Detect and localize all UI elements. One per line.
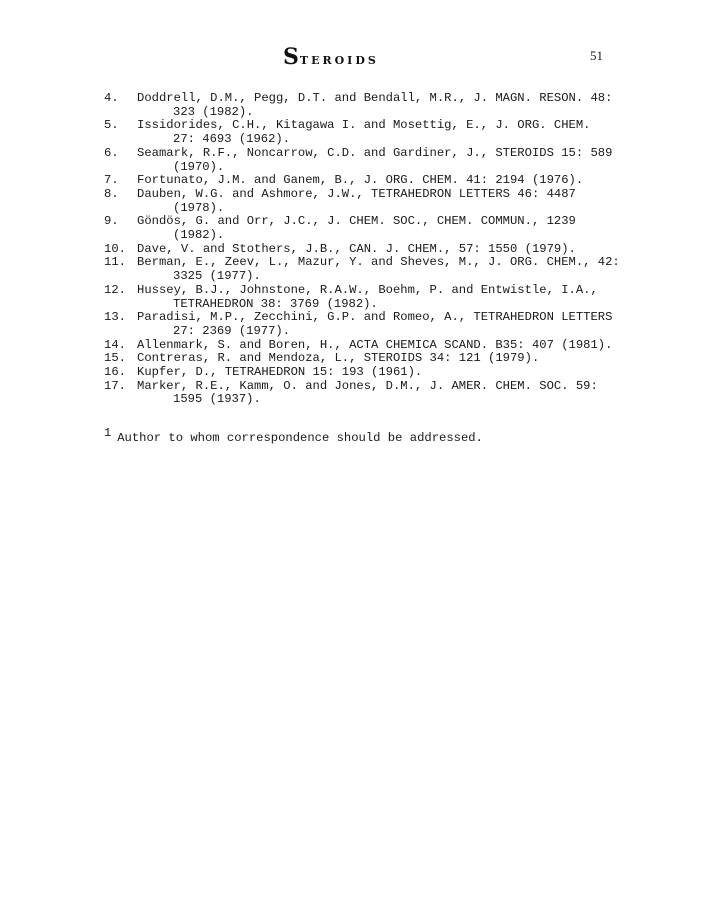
reference-entry	[104, 339, 624, 353]
journal-title-rest: TEROIDS	[299, 54, 379, 67]
reference-number: 16.	[104, 365, 126, 380]
reference-text-continued: 3325 (1977).	[173, 269, 261, 284]
reference-text: Hussey, B.J., Johnstone, R.A.W., Boehm, P. and Entwistle, I.A.,	[137, 282, 598, 297]
reference-entry	[104, 174, 624, 188]
reference-number: 11.	[104, 255, 126, 270]
reference-entry	[104, 366, 624, 380]
reference-text-continued: 27: 4693 (1962).	[173, 132, 291, 147]
page-header	[0, 42, 719, 70]
reference-text: Issidorides, C.H., Kitagawa I. and Mosettig, E., J. ORG. CHEM.	[137, 118, 591, 133]
reference-entry	[104, 119, 624, 146]
reference-text-continued: TETRAHEDRON 38: 3769 (1982).	[173, 296, 378, 311]
reference-text: Kupfer, D., TETRAHEDRON 15: 193 (1961).	[137, 365, 423, 380]
reference-text: Fortunato, J.M. and Ganem, B., J. ORG. CHEM. 41: 2194 (1976).	[137, 173, 584, 188]
footnote-marker: 1	[104, 426, 112, 440]
reference-entry	[104, 243, 624, 257]
reference-number: 6.	[104, 145, 119, 160]
reference-entry	[104, 284, 624, 311]
reference-number: 5.	[104, 118, 119, 133]
reference-number: 4.	[104, 91, 119, 105]
reference-text: Dave, V. and Stothers, J.B., CAN. J. CHEM., 57: 1550 (1979).	[137, 241, 576, 256]
reference-number: 12.	[104, 282, 126, 297]
reference-text: Dauben, W.G. and Ashmore, J.W., TETRAHEDRON LETTERS 46: 4487	[137, 186, 576, 201]
reference-text-continued: 1595 (1937).	[173, 392, 261, 407]
reference-entry	[104, 147, 624, 174]
reference-entry	[104, 380, 624, 407]
reference-entry	[104, 215, 624, 242]
reference-text-continued: 27: 2369 (1977).	[173, 323, 291, 338]
reference-text-continued: (1970).	[173, 159, 225, 174]
reference-entry	[104, 352, 624, 366]
reference-entry	[104, 311, 624, 338]
reference-number: 15.	[104, 351, 126, 366]
reference-text: Berman, E., Zeev, L., Mazur, Y. and Sheves, M., J. ORG. CHEM., 42:	[137, 255, 620, 270]
reference-entry	[104, 256, 624, 283]
reference-entry	[104, 92, 624, 119]
page-number: 51	[590, 48, 603, 63]
reference-number: 7.	[104, 173, 119, 188]
reference-text: Seamark, R.F., Noncarrow, C.D. and Gardiner, J., STEROIDS 15: 589	[137, 145, 613, 160]
reference-text: Allenmark, S. and Boren, H., ACTA CHEMICA SCAND. B35: 407 (1981).	[137, 337, 613, 352]
reference-number: 9.	[104, 214, 119, 229]
reference-text-continued: 323 (1982).	[173, 104, 254, 119]
reference-text: Contreras, R. and Mendoza, L., STEROIDS 34: 121 (1979).	[137, 351, 540, 366]
reference-number: 13.	[104, 310, 126, 325]
reference-number: 8.	[104, 186, 119, 201]
journal-title-initial: S	[283, 44, 300, 70]
reference-text: Göndös, G. and Orr, J.C., J. CHEM. SOC., CHEM. COMMUN., 1239	[137, 214, 576, 229]
reference-text-continued: (1978).	[173, 200, 225, 215]
reference-number: 10.	[104, 241, 126, 256]
footnote-text: Author to whom correspondence should be addressed.	[117, 431, 483, 445]
reference-number: 17.	[104, 378, 126, 393]
journal-title	[283, 44, 379, 70]
reference-number: 14.	[104, 337, 126, 352]
reference-text-continued: (1982).	[173, 228, 225, 243]
reference-text: Paradisi, M.P., Zecchini, G.P. and Romeo, A., TETRAHEDRON LETTERS	[137, 310, 613, 325]
reference-text: Marker, R.E., Kamm, O. and Jones, D.M., J. AMER. CHEM. SOC. 59:	[137, 378, 598, 393]
reference-entry	[104, 188, 624, 215]
footnote	[104, 426, 483, 445]
reference-text: Doddrell, D.M., Pegg, D.T. and Bendall, M.R., J. MAGN. RESON. 48:	[137, 91, 613, 105]
reference-list	[104, 92, 624, 407]
